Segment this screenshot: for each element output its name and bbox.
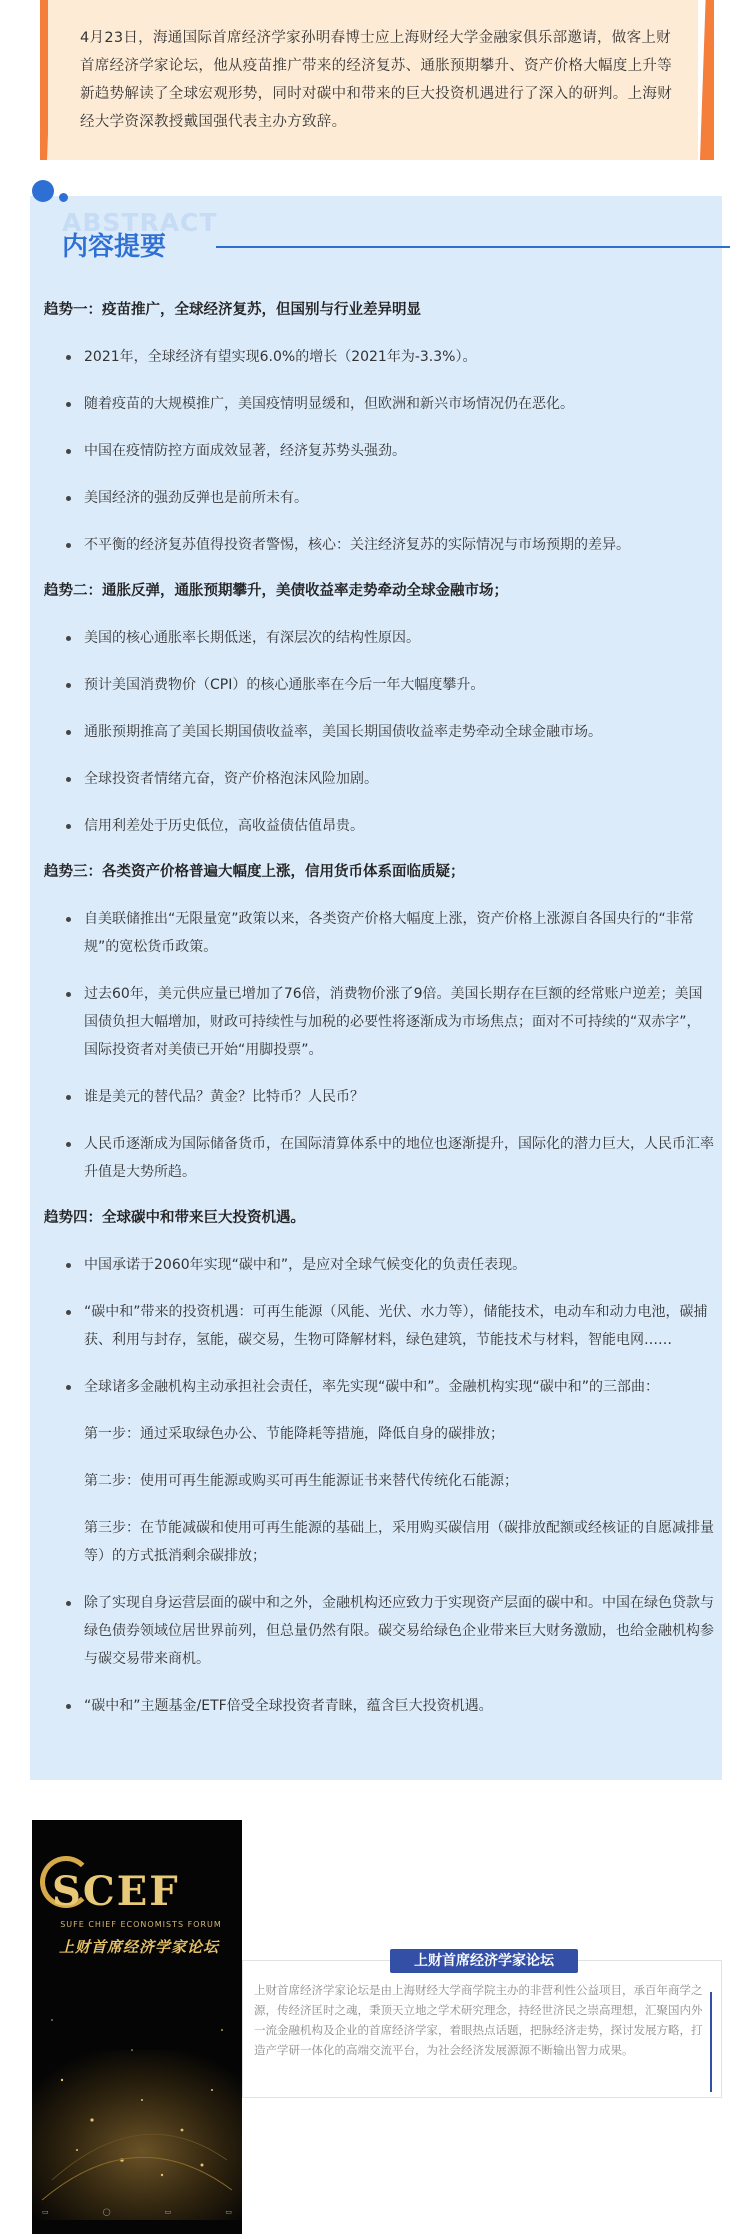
carbon-step: 第二步：使用可再生能源或购买可再生能源证书来替代传统化石能源；	[84, 1473, 518, 1489]
bullet-dot-icon	[66, 496, 71, 501]
forum-poster-image	[32, 1820, 242, 2234]
trend-bullet-item	[44, 1251, 714, 1279]
trend-bullet-text: 全球投资者情绪亢奋，资产价格泡沫风险加剧。	[84, 771, 378, 787]
trend-bullet-item	[44, 905, 714, 961]
abstract-title-rule	[216, 246, 730, 248]
trend-bullet-item	[44, 343, 714, 371]
trend-bullet-text: “碳中和”带来的投资机遇：可再生能源（风能、光伏、水力等），储能技术，电动车和动力电池，碳捕获、利用与封存，氢能，碳交易，生物可降解材料，绿色建筑，节能技术与材料，智能电网……	[84, 1304, 708, 1348]
bullet-dot-icon	[66, 917, 71, 922]
trend-bullet-item	[44, 1298, 714, 1354]
carbon-step: 第三步：在节能减碳和使用可再生能源的基础上，采用购买碳信用（碳排放配额或经核证的自愿减排量等）的方式抵消剩余碳排放；	[84, 1520, 714, 1564]
bullet-dot-icon	[66, 1142, 71, 1147]
scef-logo-chinese: 上财首席经济学家论坛	[58, 1938, 219, 1956]
trend-heading: 趋势二：通胀反弹，通胀预期攀升，美债收益率走势牵动全球金融市场；	[44, 583, 508, 599]
bullet-dot-icon	[66, 636, 71, 641]
trend-bullet-text: 人民币逐渐成为国际储备货币，在国际清算体系中的地位也逐渐提升，国际化的潜力巨大，人民币汇率升值是大势所趋。	[84, 1136, 714, 1180]
intro-section	[30, 0, 720, 162]
trend-bullet-item	[44, 1130, 714, 1186]
trend-bullet-text: 通胀预期推高了美国长期国债收益率，美国长期国债收益率走势牵动全球金融市场。	[84, 724, 602, 740]
bullet-dot-icon	[66, 992, 71, 997]
trend-bullet-text: 除了实现自身运营层面的碳中和之外，金融机构还应致力于实现资产层面的碳中和。中国在绿色贷款与绿色债券领域位居世界前列，但总量仍然有限。碳交易给绿色企业带来巨大财务激励，也给金融机构参与碳交易带来商机。	[84, 1595, 714, 1667]
centennial-logo: ◯	[102, 2208, 111, 2216]
trend-bullet-text: 谁是美元的替代品？黄金？比特币？人民币？	[84, 1089, 364, 1105]
trend-heading: 趋势四：全球碳中和带来巨大投资机遇。	[44, 1210, 305, 1226]
sponsor-logo: ▭	[42, 2208, 49, 2216]
bullet-dot-icon	[66, 1601, 71, 1606]
bullet-dot-icon	[66, 1385, 71, 1390]
trend-bullet-item	[44, 437, 714, 465]
trend-bullet-text: 过去60年，美元供应量已增加了76倍，消费物价涨了9倍。美国长期存在巨额的经常账户逆差；美国国债负担大幅增加，财政可持续性与加税的必要性将逐渐成为市场焦点；面对不可持续的“双赤字”，国际投资者对美债已开始“用脚投票”。	[84, 986, 703, 1058]
scef-logo: SCEF	[52, 1868, 180, 1915]
trend-heading: 趋势一：疫苗推广，全球经济复苏，但国别与行业差异明显	[44, 302, 421, 318]
bullet-dot-icon	[66, 1263, 71, 1268]
trend-bullet-text: 中国承诺于2060年实现“碳中和”，是应对全球气候变化的负责任表现。	[84, 1257, 527, 1273]
trend-bullet-item	[44, 1373, 714, 1401]
trend-bullet-text: 全球诸多金融机构主动承担社会责任，率先实现“碳中和”。金融机构实现“碳中和”的三部曲：	[84, 1379, 660, 1395]
abstract-content	[44, 297, 714, 1739]
trend-bullet-text: 2021年，全球经济有望实现6.0%的增长（2021年为-3.3%）。	[84, 349, 477, 365]
intro-right-stripe	[700, 0, 714, 160]
trend-bullet-text: 不平衡的经济复苏值得投资者警惕，核心：关注经济复苏的实际情况与市场预期的差异。	[84, 537, 630, 553]
bullet-dot-icon	[66, 777, 71, 782]
trend-bullet-item	[44, 671, 714, 699]
trend-bullet-item	[44, 980, 714, 1064]
trend-bullet-item	[44, 484, 714, 512]
trend-bullet-text: 自美联储推出“无限量宽”政策以来，各类资产价格大幅度上涨，资产价格上涨源自各国央行的“非常规”的宽松货币政策。	[84, 911, 694, 955]
trend-bullet-text: 信用利差处于历史低位，高收益债估值昂贵。	[84, 818, 364, 834]
bullet-dot-icon	[66, 402, 71, 407]
bullet-dot-icon	[66, 824, 71, 829]
forum-footer	[30, 1820, 730, 2239]
scef-logo-subtitle: SUFE CHIEF ECONOMISTS FORUM	[60, 1920, 222, 1929]
forum-card-accent	[706, 1992, 712, 2092]
bullet-dot-icon	[66, 449, 71, 454]
abstract-title: 内容提要	[62, 232, 167, 262]
trend-bullet-text: 美国的核心通胀率长期低迷，有深层次的结构性原因。	[84, 630, 420, 646]
sponsor-logo: ▭	[164, 2208, 172, 2216]
abstract-english-label: ABSTRACT	[62, 208, 218, 237]
trend-bullet-item	[44, 1692, 714, 1720]
trend-bullet-text: 预计美国消费物价（CPI）的核心通胀率在今后一年大幅度攀升。	[84, 677, 485, 693]
poster-sponsor-logos	[42, 2208, 232, 2216]
forum-card-text: 上财首席经济学家论坛是由上海财经大学商学院主办的非营利性公益项目，承百年商学之源，传经济匡时之魂，秉顶天立地之学术研究理念，持经世济民之崇高理想，汇聚国内外一流金融机构及企业的首席经济学家，着眼热点话题，把脉经济走势，探讨发展方略，打造产学研一体化的高端交流平台，为社会经济发展源源不断输出智力成果。	[254, 1983, 703, 2057]
forum-card-title: 上财首席经济学家论坛	[390, 1949, 578, 1973]
trend-bullet-text: “碳中和”主题基金/ETF倍受全球投资者青睐，蕴含巨大投资机遇。	[84, 1698, 493, 1714]
decor-circle-large	[32, 180, 54, 202]
trend-heading: 趋势三：各类资产价格普遍大幅度上涨，信用货币体系面临质疑；	[44, 864, 465, 880]
intro-paragraph: 4月23日，海通国际首席经济学家孙明春博士应上海财经大学金融家俱乐部邀请，做客上财首席经济学家论坛，他从疫苗推广带来的经济复苏、通胀预期攀升、资产价格大幅度上升等新趋势解读了全球宏观形势，同时对碳中和带来的巨大投资机遇进行了深入的研判。上海财经大学资深教授戴国强代表主办方致辞。	[80, 30, 672, 130]
trend-bullet-text: 美国经济的强劲反弹也是前所未有。	[84, 490, 308, 506]
decor-circle-small	[59, 193, 68, 202]
sponsor-logo: ▭	[225, 2208, 232, 2216]
bullet-dot-icon	[66, 730, 71, 735]
trend-bullet-text: 随着疫苗的大规模推广，美国疫情明显缓和，但欧洲和新兴市场情况仍在恶化。	[84, 396, 574, 412]
trend-bullet-item	[44, 1589, 714, 1673]
trend-bullet-item	[44, 1083, 714, 1111]
bullet-dot-icon	[66, 355, 71, 360]
trend-bullet-item	[44, 765, 714, 793]
trend-bullet-item	[44, 812, 714, 840]
bullet-dot-icon	[66, 1704, 71, 1709]
trend-bullet-item	[44, 624, 714, 652]
trend-bullet-item	[44, 531, 714, 559]
trend-bullet-text: 中国在疫情防控方面成效显著，经济复苏势头强劲。	[84, 443, 406, 459]
trend-bullet-item	[44, 390, 714, 418]
trend-bullet-item	[44, 718, 714, 746]
bullet-dot-icon	[66, 683, 71, 688]
bullet-dot-icon	[66, 1310, 71, 1315]
carbon-step: 第一步：通过采取绿色办公、节能降耗等措施，降低自身的碳排放；	[84, 1426, 504, 1442]
bullet-dot-icon	[66, 543, 71, 548]
bullet-dot-icon	[66, 1095, 71, 1100]
